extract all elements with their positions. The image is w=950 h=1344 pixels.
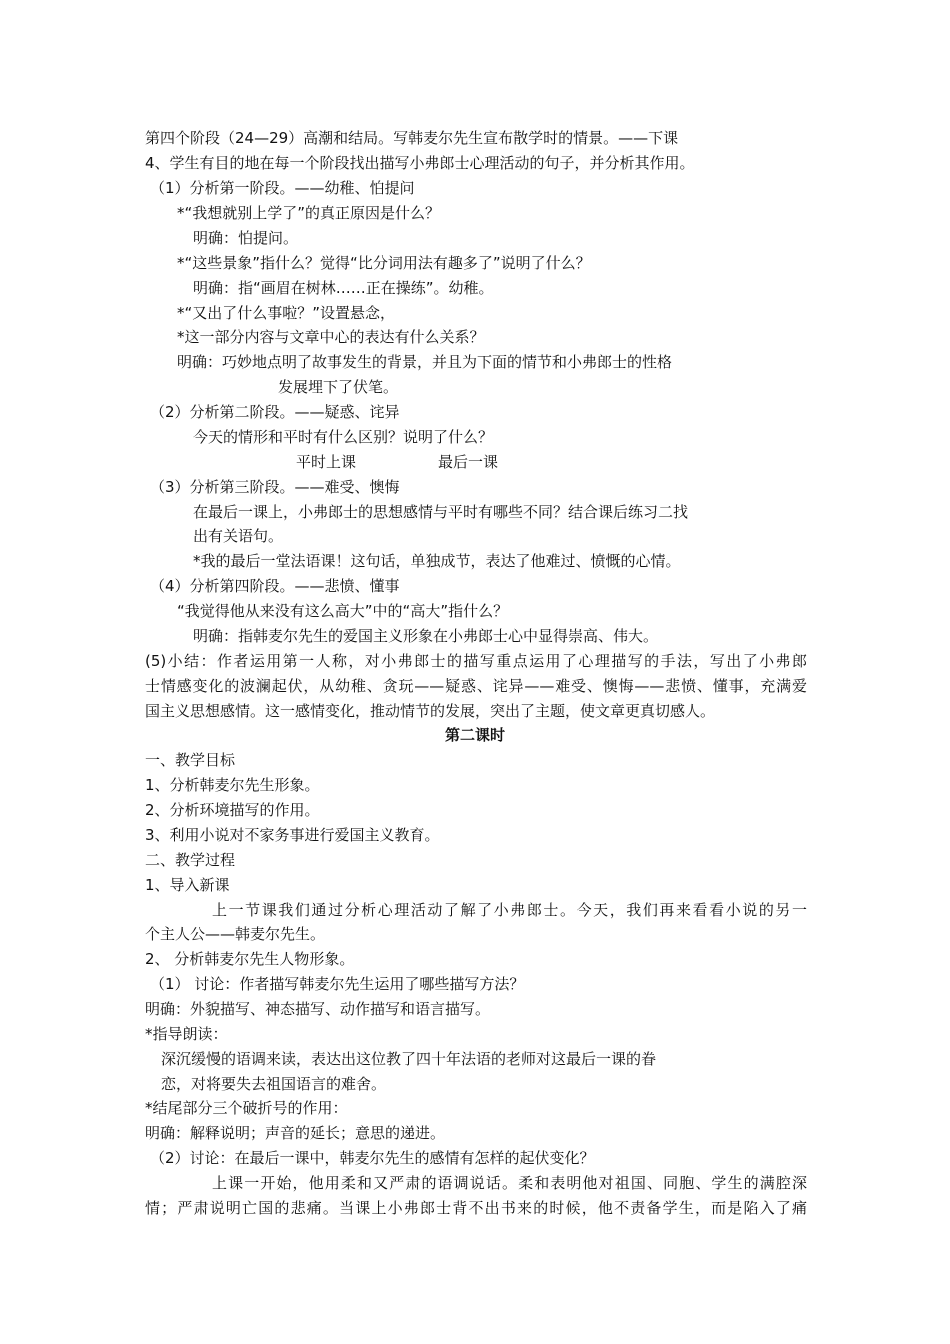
text-line: 一、教学目标 [145, 751, 236, 769]
text-line: 国主义思想感情。这一感情变化，推动情节的发展，突出了主题，使文章更真切感人。 [145, 702, 716, 720]
text-line: 上一节课我们通过分析心理活动了解了小弗郎士。今天，我们再来看看小说的另一 [212, 901, 807, 919]
text-line: 明确：怕提问。 [193, 229, 299, 247]
text-line: 在最后一课上，小弗郎士的思想感情与平时有哪些不同？结合课后练习二找 [193, 503, 689, 521]
text-line: （2）讨论：在最后一课中，韩麦尔先生的感情有怎样的起伏变化？ [150, 1149, 595, 1167]
text-line: 深沉缓慢的语调来读，表达出这位教了四十年法语的老师对这最后一课的眷 [161, 1050, 657, 1068]
text-line: 1、分析韩麦尔先生形象。 [145, 776, 320, 794]
text-line: 4、学生有目的地在每一个阶段找出描写小弗郎士心理活动的句子，并分析其作用。 [145, 154, 695, 172]
text-line: 情；严肃说明亡国的悲痛。当课上小弗郎士背不出书来的时候，他不责备学生，而是陷入了痛 [145, 1199, 807, 1217]
text-line: *这一部分内容与文章中心的表达有什么关系？ [177, 328, 485, 346]
text-line: 明确：解释说明；声音的延长；意思的递进。 [145, 1124, 446, 1142]
text-line: 2、 分析韩麦尔先生人物形象。 [145, 950, 355, 968]
text-line: *“我想就别上学了”的真正原因是什么？ [177, 204, 441, 222]
text-line: *“这些景象”指什么？觉得“比分词用法有趣多了”说明了什么？ [177, 254, 591, 272]
text-line: 个主人公——韩麦尔先生。 [145, 925, 326, 943]
text-line: 3、利用小说对不家务事进行爱国主义教育。 [145, 826, 440, 844]
text-line: “我觉得他从来没有这么高大”中的“高大”指什么？ [177, 602, 509, 620]
text-line: 最后一课 [438, 453, 499, 471]
text-line: 恋，对将要失去祖国语言的难舍。 [161, 1075, 387, 1093]
text-line: *“又出了什么事啦？”设置悬念， [177, 304, 396, 322]
text-line: 2、分析环境描写的作用。 [145, 801, 320, 819]
text-line: *指导朗读： [145, 1025, 228, 1043]
text-line: 第四个阶段（24—29）高潮和结局。写韩麦尔先生宣布散学时的情景。——下课 [145, 129, 679, 147]
text-line: 明确：巧妙地点明了故事发生的背景，并且为下面的情节和小弗郎士的性格 [177, 353, 673, 371]
text-line: （3）分析第三阶段。——难受、懊悔 [150, 478, 400, 496]
text-line: 1、导入新课 [145, 876, 230, 894]
text-line: *我的最后一堂法语课！这句话，单独成节，表达了他难过、愤慨的心情。 [193, 552, 681, 570]
text-line: *结尾部分三个破折号的作用： [145, 1099, 348, 1117]
text-line: 明确：指“画眉在树林……正在操练”。幼稚。 [193, 279, 494, 297]
text-line: 平时上课 [296, 453, 357, 471]
text-line: （4）分析第四阶段。——悲愤、懂事 [150, 577, 400, 595]
text-line: 二、教学过程 [145, 851, 236, 869]
text-line: （2）分析第二阶段。——疑惑、诧异 [150, 403, 400, 421]
text-line: （1）分析第一阶段。——幼稚、怕提问 [150, 179, 415, 197]
text-line: (5)小结：作者运用第一人称，对小弗郎士的描写重点运用了心理描写的手法，写出了小弗郎 [145, 652, 807, 670]
text-line: 上课一开始，他用柔和又严肃的语调说话。柔和表明他对祖国、同胞、学生的满腔深 [212, 1174, 807, 1192]
text-line: （1） 讨论：作者描写韩麦尔先生运用了哪些描写方法？ [150, 975, 525, 993]
text-line: 明确：指韩麦尔先生的爱国主义形象在小弗郎士心中显得崇高、伟大。 [193, 627, 659, 645]
text-line: 出有关语句。 [193, 527, 284, 545]
section-heading: 第二课时 [444, 726, 505, 744]
text-line: 士情感变化的波澜起伏，从幼稚、贪玩——疑惑、诧异——难受、懊悔——悲愤、懂事，充满爱 [145, 677, 807, 695]
text-line: 明确：外貌描写、神态描写、动作描写和语言描写。 [145, 1000, 491, 1018]
text-line: 今天的情形和平时有什么区别？说明了什么？ [193, 428, 494, 446]
text-line: 发展埋下了伏笔。 [278, 378, 399, 396]
